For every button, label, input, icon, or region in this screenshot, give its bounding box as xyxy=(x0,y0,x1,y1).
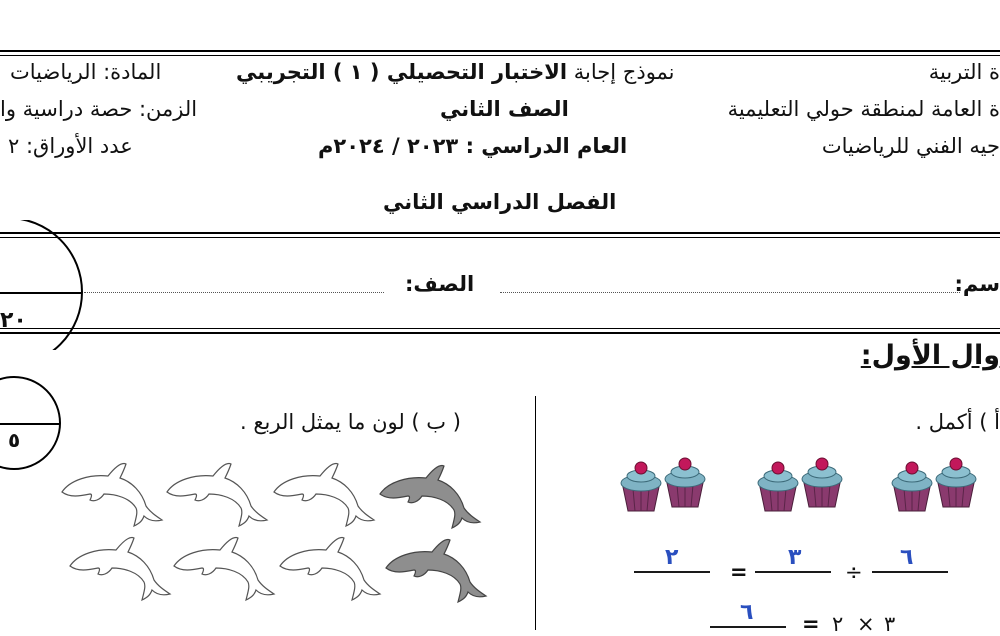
column-divider xyxy=(535,396,536,630)
mult-right: ٢ xyxy=(832,612,844,636)
header-duration: الزمن: حصة دراسية وا xyxy=(0,97,198,121)
dolphin-icon xyxy=(70,538,170,601)
division-quotient-blank[interactable] xyxy=(634,571,710,573)
mult-product: ٦ xyxy=(740,600,754,625)
part-a-label: أ ) أكمل . xyxy=(915,410,1000,434)
header-directorate: ة العامة لمنطقة حولي التعليمية xyxy=(727,97,1000,121)
info-box-bottom-2 xyxy=(0,332,1000,334)
mult-equals: = xyxy=(802,612,820,636)
cupcake-icon xyxy=(621,462,661,511)
exam-title-prefix: نموذج إجابة xyxy=(573,60,675,84)
part-b-label: ( ب ) لون ما يمثل الربع . xyxy=(240,410,461,434)
division-equals: = xyxy=(730,560,748,584)
exam-title-main: الاختبار التحصيلي ( ١ ) التجريبي xyxy=(236,60,568,84)
cupcake-icon xyxy=(802,458,842,507)
division-dividend: ٦ xyxy=(900,545,914,570)
division-divisor: ٣ xyxy=(788,545,802,570)
mult-product-blank[interactable] xyxy=(710,626,786,628)
header-ministry: ة التربية xyxy=(928,60,1000,84)
header-subject: المادة: الرياضيات xyxy=(10,60,162,84)
header-pages: عدد الأوراق: ٢ xyxy=(8,134,133,158)
mult-left: ٣ xyxy=(884,612,896,636)
division-divisor-blank[interactable] xyxy=(755,571,831,573)
dolphin-icon-shaded xyxy=(386,540,486,603)
student-name-label: سم: xyxy=(954,272,1000,296)
division-dividend-blank[interactable] xyxy=(872,571,948,573)
division-quotient: ٢ xyxy=(665,545,679,570)
question-title: وال الأول: xyxy=(860,340,1000,371)
dolphin-icon-shaded xyxy=(380,466,480,529)
cupcake-group-3 xyxy=(888,455,983,515)
academic-year: العام الدراسي : ٢٠٢٣ / ٢٠٢٤م xyxy=(318,134,628,158)
cupcake-group-1 xyxy=(617,455,712,515)
header-supervision: جيه الفني للرياضيات xyxy=(821,134,1000,158)
info-box-bottom xyxy=(0,328,1000,329)
cupcake-icon xyxy=(758,462,798,511)
semester-title: الفصل الدراسي الثاني xyxy=(383,190,617,214)
cupcake-icon xyxy=(936,458,976,507)
info-box-top-2 xyxy=(0,237,1000,238)
header-top-rule xyxy=(0,50,1000,52)
mult-sign: × xyxy=(857,612,875,636)
cupcake-icon xyxy=(892,462,932,511)
header-top-rule-2 xyxy=(0,55,1000,56)
grade-title: الصف الثاني xyxy=(440,97,569,121)
dolphin-icon xyxy=(62,464,162,527)
dolphin-icon xyxy=(280,538,380,601)
section-score-value: ٥ xyxy=(8,428,21,452)
class-label: الصف: xyxy=(405,272,475,296)
student-name-field[interactable] xyxy=(500,292,960,293)
total-score-value: ٢٠ xyxy=(0,308,27,333)
info-box-top xyxy=(0,232,1000,234)
dolphin-grid[interactable] xyxy=(50,450,490,620)
cupcake-group-2 xyxy=(754,455,849,515)
dolphin-icon xyxy=(174,538,274,601)
division-sign: ÷ xyxy=(845,560,863,584)
dolphin-icon xyxy=(167,464,267,527)
cupcake-icon xyxy=(665,458,705,507)
exam-title xyxy=(236,60,675,84)
class-field[interactable] xyxy=(84,292,384,293)
dolphin-icon xyxy=(274,464,374,527)
